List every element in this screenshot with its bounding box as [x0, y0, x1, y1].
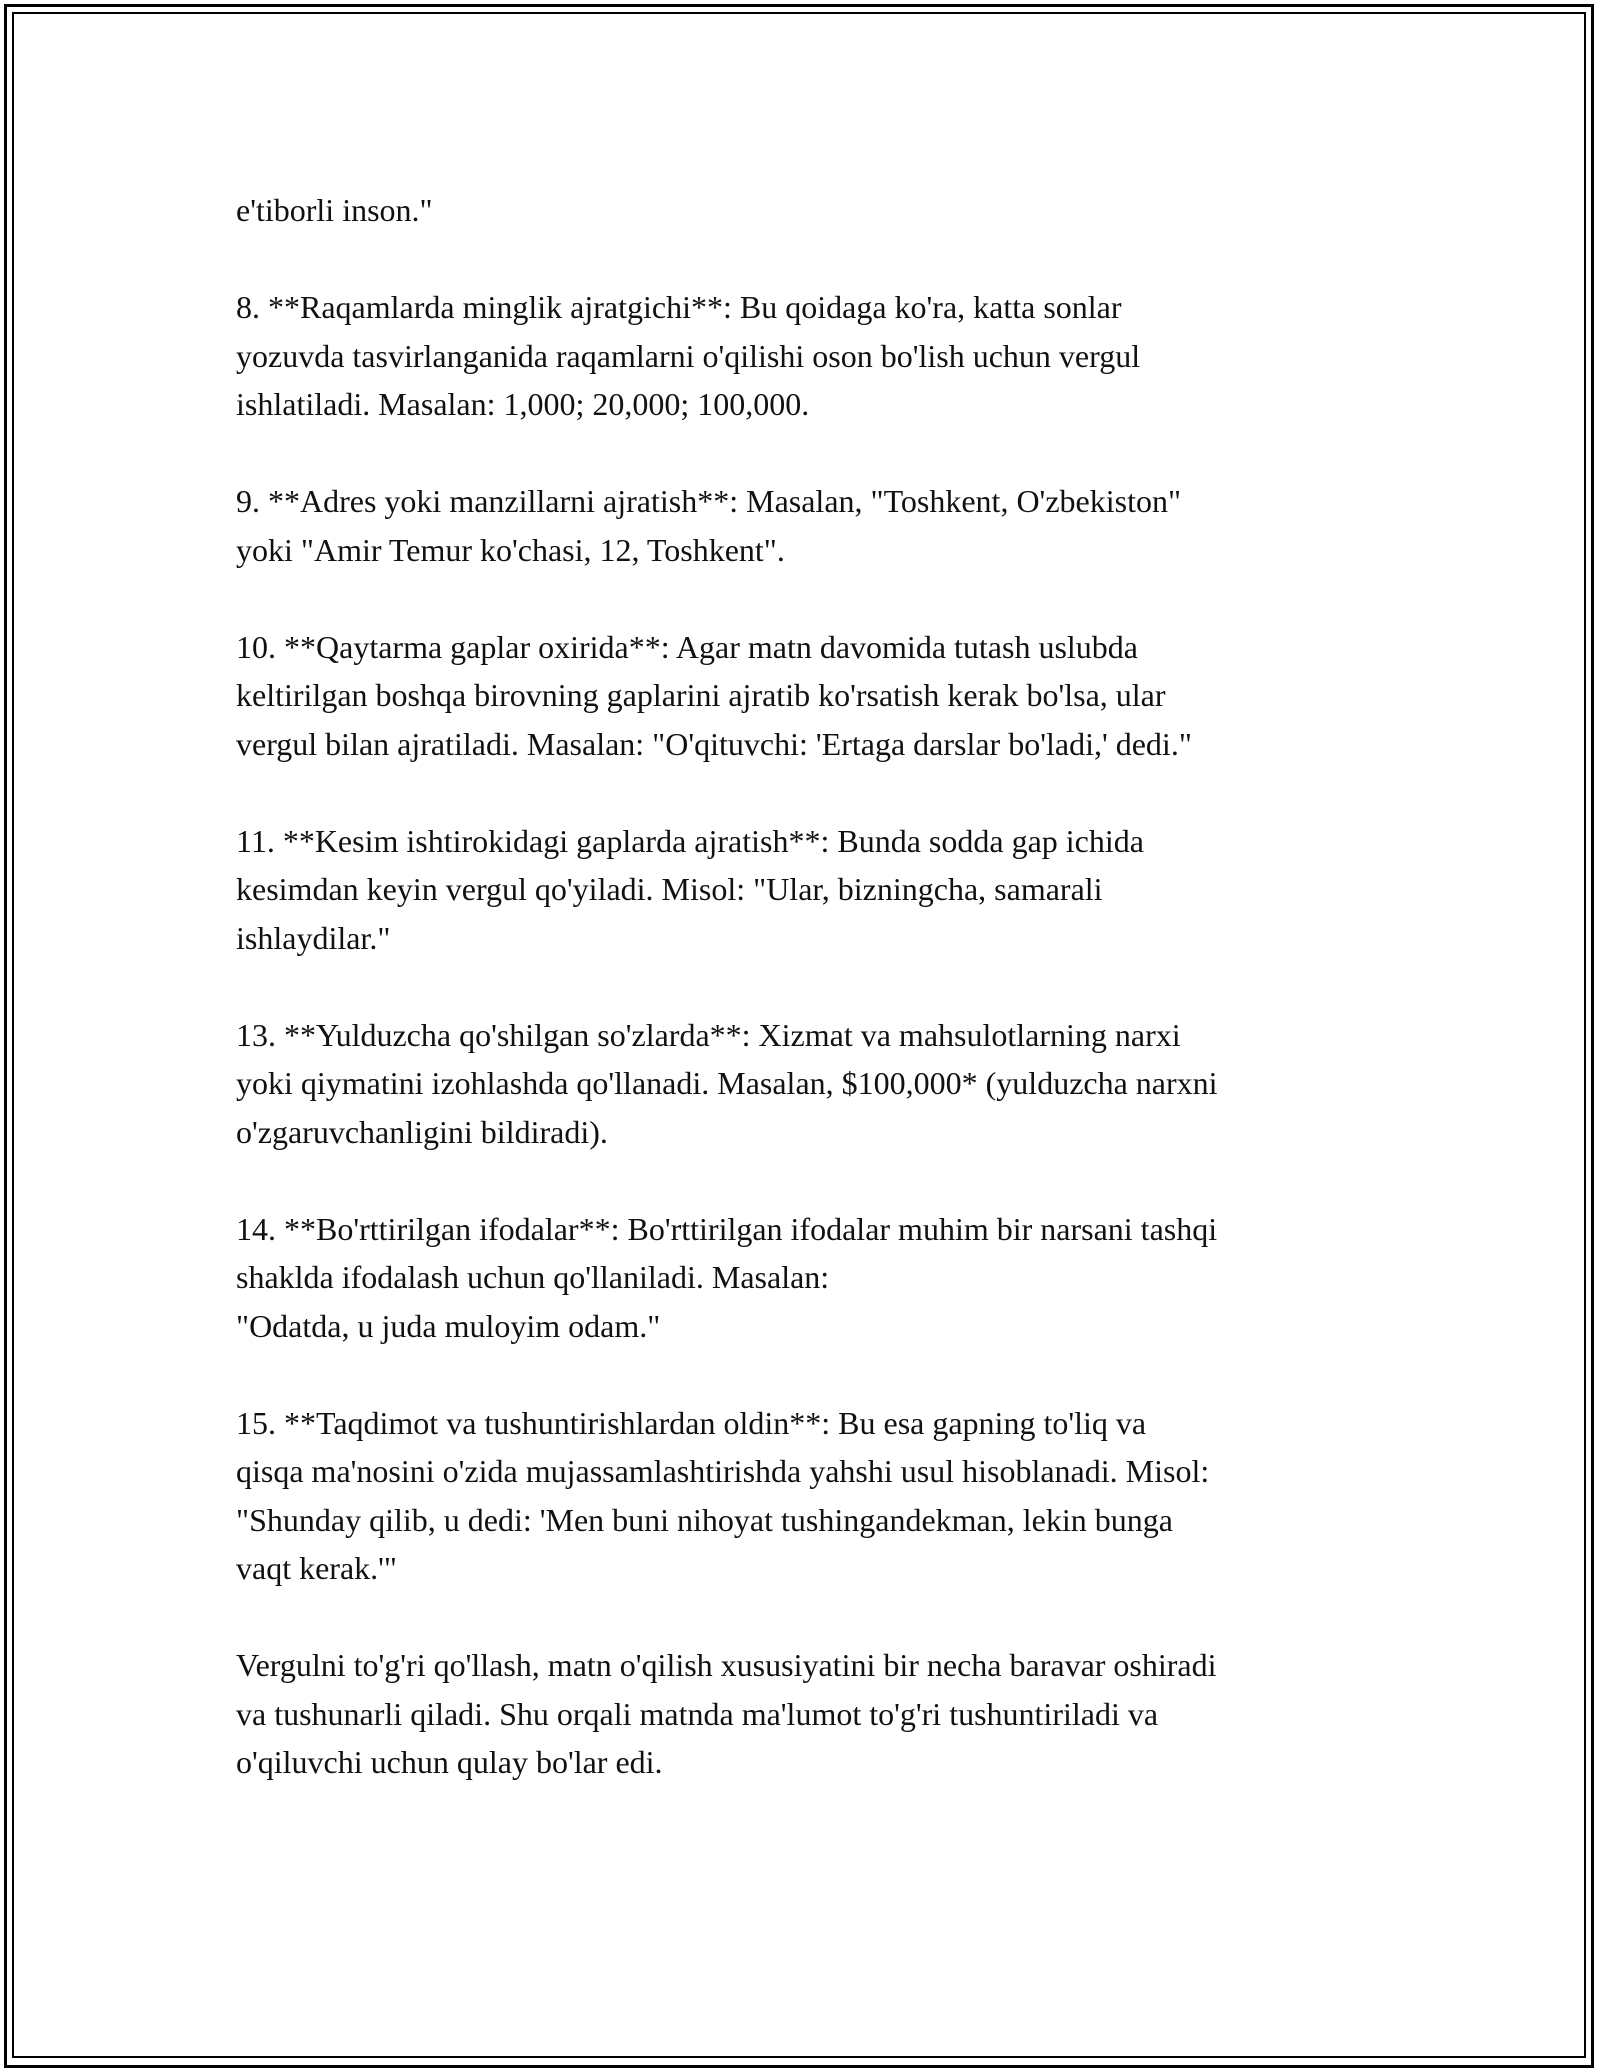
- text-line: e'tiborli inson.": [236, 192, 433, 228]
- text-line: ishlatiladi. Masalan: 1,000; 20,000; 100,000.: [236, 386, 810, 422]
- text-line: yoki "Amir Temur ko'chasi, 12, Toshkent".: [236, 531, 785, 568]
- text-line: 11. **Kesim ishtirokidagi gaplarda ajratish**: Bunda sodda gap ichida: [236, 822, 1144, 859]
- paragraph-item-14: [236, 1205, 1376, 1351]
- text-line: vergul bilan ajratiladi. Masalan: "O'qituvchi: 'Ertaga darslar bo'ladi,' dedi.": [236, 725, 1192, 762]
- document-body: [236, 186, 1376, 1835]
- paragraph-conclusion: [236, 1641, 1376, 1787]
- paragraph-item-11: [236, 817, 1376, 963]
- text-line: qisqa ma'nosini o'zida mujassamlashtirishda yahshi usul hisoblanadi. Misol:: [236, 1453, 1210, 1489]
- text-line: "Shunday qilib, u dedi: 'Men buni nihoyat tushingandekman, lekin bunga: [236, 1501, 1173, 1538]
- text-line: vaqt kerak.'": [236, 1550, 397, 1586]
- text-line: 10. **Qaytarma gaplar oxirida**: Agar matn davomida tutash uslubda: [236, 628, 1138, 665]
- paragraph-item-10: [236, 623, 1376, 769]
- text-line: ishlaydilar.": [236, 919, 391, 956]
- text-line: 9. **Adres yoki manzillarni ajratish**: Masalan, "Toshkent, O'zbekiston": [236, 483, 1182, 519]
- text-line: keltirilgan boshqa birovning gaplarini ajratib ko'rsatish kerak bo'lsa, ular: [236, 677, 1166, 713]
- text-line: yozuvda tasvirlanganida raqamlarni o'qilishi oson bo'lish uchun vergul: [236, 337, 1141, 374]
- text-line: 14. **Bo'rttirilgan ifodalar**: Bo'rttirilgan ifodalar muhim bir narsani tashqi: [236, 1210, 1218, 1247]
- paragraph-item-15: [236, 1399, 1376, 1593]
- text-line: "Odatda, u juda muloyim odam.": [236, 1307, 661, 1344]
- paragraph-continuation: [236, 186, 1376, 235]
- paragraph-item-9: [236, 477, 1376, 574]
- text-line: va tushunarli qiladi. Shu orqali matnda ma'lumot to'g'ri tushuntiriladi va: [236, 1695, 1159, 1732]
- text-line: yoki qiymatini izohlashda qo'llanadi. Masalan, $100,000* (yulduzcha narxni: [236, 1065, 1218, 1101]
- text-line: kesimdan keyin vergul qo'yiladi. Misol: "Ular, bizningcha, samarali: [236, 871, 1103, 907]
- paragraph-item-8: [236, 283, 1376, 429]
- text-line: 13. **Yulduzcha qo'shilgan so'zlarda**: Xizmat va mahsulotlarning narxi: [236, 1016, 1181, 1053]
- text-line: o'qiluvchi uchun qulay bo'lar edi.: [236, 1744, 663, 1780]
- text-line: 8. **Raqamlarda minglik ajratgichi**: Bu qoidaga ko'ra, katta sonlar: [236, 289, 1122, 325]
- paragraph-item-13: [236, 1011, 1376, 1157]
- text-line: o'zgaruvchanligini bildiradi).: [236, 1113, 608, 1150]
- text-line: shaklda ifodalash uchun qo'llaniladi. Masalan:: [236, 1259, 830, 1295]
- text-line: Vergulni to'g'ri qo'llash, matn o'qilish xususiyatini bir necha baravar oshiradi: [236, 1647, 1217, 1683]
- text-line: 15. **Taqdimot va tushuntirishlardan oldin**: Bu esa gapning to'liq va: [236, 1404, 1147, 1441]
